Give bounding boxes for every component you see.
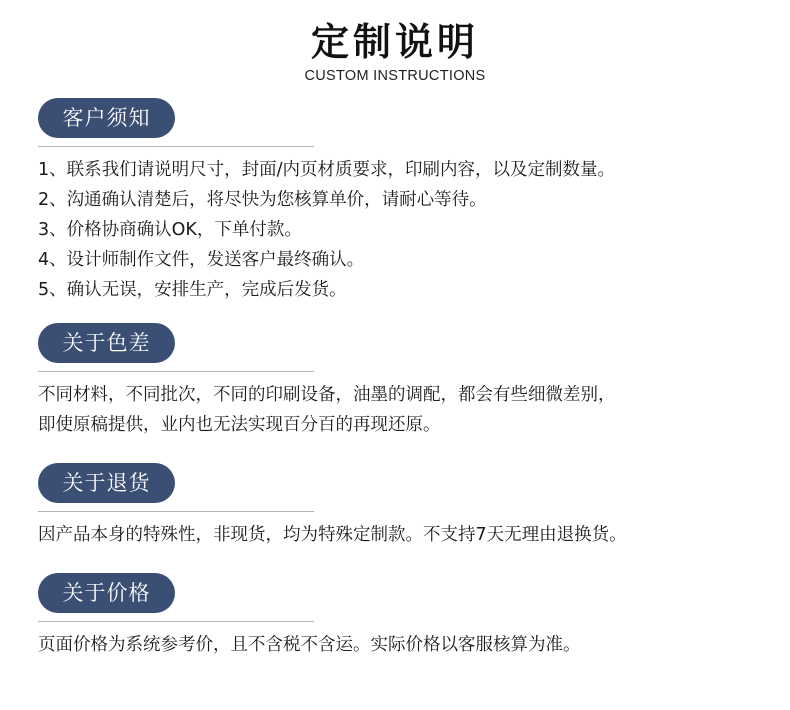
section-body bbox=[38, 630, 758, 660]
section-divider bbox=[38, 511, 314, 512]
price-line-1: 页面价格为系统参考价，且不含税不含运。实际价格以客服核算为准。 bbox=[38, 635, 581, 655]
notice-line-1: 1、联系我们请说明尺寸，封面/内页材质要求，印刷内容，以及定制数量。 bbox=[38, 160, 616, 180]
section-body bbox=[38, 380, 758, 440]
page-subtitle: CUSTOM INSTRUCTIONS bbox=[304, 68, 486, 84]
section-divider bbox=[38, 621, 314, 622]
notice-line-2: 2、沟通确认清楚后，将尽快为您核算单价，请耐心等待。 bbox=[38, 190, 487, 210]
return-line-1: 因产品本身的特殊性，非现货，均为特殊定制款。不支持7天无理由退换货。 bbox=[38, 525, 627, 545]
color-line-1: 不同材料，不同批次，不同的印刷设备，油墨的调配，都会有些细微差别， bbox=[38, 385, 616, 405]
section-body bbox=[38, 520, 758, 550]
section-badge-customer-notice: 客户须知 bbox=[38, 98, 175, 138]
notice-line-5: 5、确认无误，安排生产，完成后发货。 bbox=[38, 280, 347, 300]
section-badge-pricing: 关于价格 bbox=[38, 573, 175, 613]
section-badge-color-difference: 关于色差 bbox=[38, 323, 175, 363]
section-badge-returns: 关于退货 bbox=[38, 463, 175, 503]
page-title: 定制说明 bbox=[310, 19, 479, 64]
color-line-2: 即使原稿提供，业内也无法实现百分百的再现还原。 bbox=[38, 415, 441, 435]
notice-line-3: 3、价格协商确认OK，下单付款。 bbox=[38, 220, 302, 240]
notice-line-4: 4、设计师制作文件，发送客户最终确认。 bbox=[38, 250, 365, 270]
section-divider bbox=[38, 371, 314, 372]
section-divider bbox=[38, 146, 314, 147]
section-body bbox=[38, 155, 758, 305]
